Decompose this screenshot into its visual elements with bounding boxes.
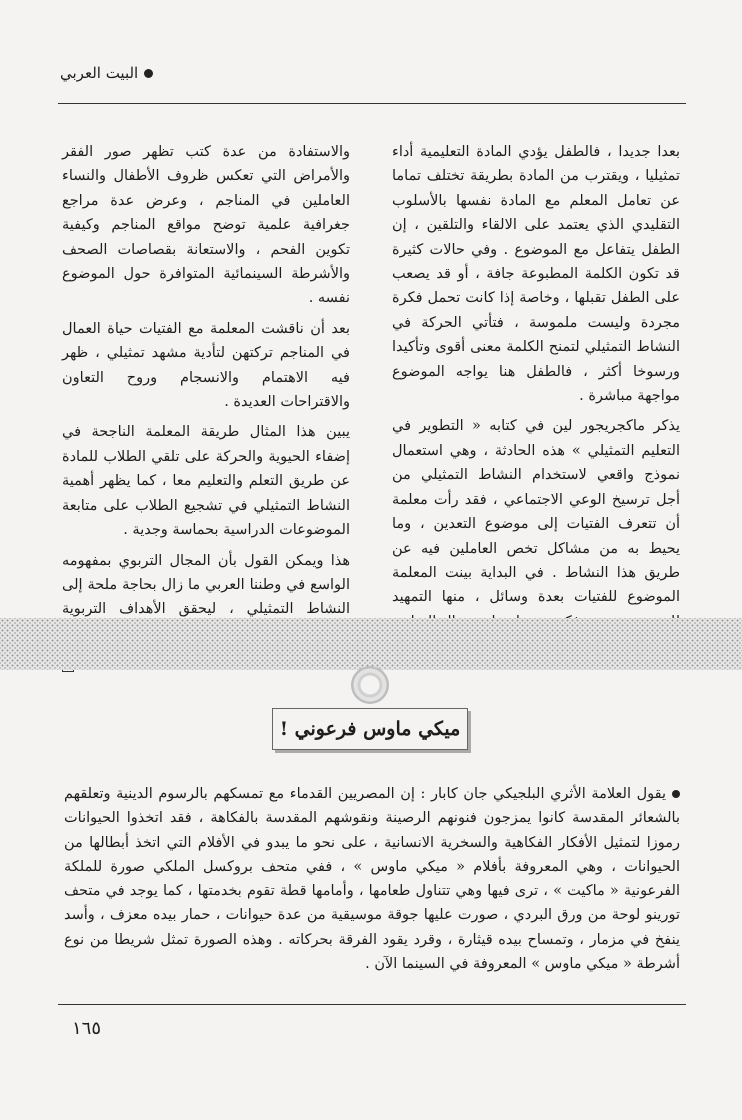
ornament-icon (351, 666, 389, 704)
footer-rule (58, 1004, 686, 1005)
paragraph: بعد أن ناقشت المعلمة مع الفتيات حياة العمال في المناجم تركتهن لتأدية مشهد تمثيلي ، ظهر فيه الاهتمام والانسجام وروح التعاون والاقتراحات العديدة . (62, 320, 350, 411)
paragraph: يبين هذا المثال طريقة المعلمة الناجحة في إضفاء الحيوية والحركة على تلقي الطلاب للمادة عن طريق التعلم والتعليم معا ، كما يظهر أهمية النشاط التمثيلي في تشجيع الطلاب على متابعة الموضوعات الدراسية بحماسة وجدية . (62, 424, 350, 539)
page-number: ١٦٥ (72, 1018, 102, 1039)
running-head (60, 64, 153, 82)
paragraph: يذكر ماكجريجور لين في كتابه « التطوير في التعليم التمثيلي » هذه الحادثة ، وهي استعمال نموذج واقعي لاستخدام النشاط التمثيلي من أجل ترسيخ الوعي الاجتماعي ، فقد رأت معلمة أن تتعرف الفتيات إلى موضوع التعدين ، وما يحيط به من مشاكل تخص العاملين فيه عن طريق هذا النشاط . في البداية بينت المعلمة الموضوع للفتيات بعدة وسائل ، منها التمهيد (392, 418, 680, 606)
column-left (62, 140, 350, 618)
sidebar-text: يقول العلامة الأثري البلجيكي جان كابار : إن المصريين القدماء مع تمسكهم بالرسوم الدينية وتعلقهم بالشعائر المقدسة كانوا يمزجون فنونهم الرصينة ونقوشهم المقدسة بالفكاهة ، فقد اتخذوا الحيوانات رموزا لتمثيل الأفكار الفكاهية والسخرية الانسانية ، على نحو ما يبدو في الأفلام التي اتخذ أبطالها من الحيوانات ، وهي المعروفة بأفلام « ميكي ماوس » ، ففي متحف بروكسل الملكي صورة للملكة الفرعونية « ماكيت » ، ترى فيها وهي تتناول طعامها ، وأمامها قطة تقوم بخدمتها ، كما يوجد في متحف تورينو لوحة من ورق البردي ، صورت عليها جوقة موسيقية من عدة حيوانات ، حمار بيده معزف ، وأسد ينفخ في مزمار ، وتمساح بيده قيثارة ، وقرد يقود الفرقة بحركاته . وهذه الصورة تمثل شريطا من نوع أشرطة « ميكي ماوس » المعروفة في السينما الآن . (64, 786, 680, 973)
paragraph: والاستفادة من عدة كتب تظهر صور الفقر والأمراض التي تعكس ظروف الأطفال والنساء العاملين في المناجم ، وعرض عدة مراجع جغرافية علمية توضح مواقع المناجم وكيفية تكوين الفحم ، والاستعانة بقصاصات الصحف والأشرطة السينمائية المتوافرة حول الموضوع نفسه . (62, 144, 350, 307)
bullet-icon (672, 790, 680, 798)
paragraph: بعدا جديدا ، فالطفل يؤدي المادة التعليمية أداء تمثيليا ، ويقترب من المادة بطريقة تختلف تماما عن تعامل المعلم مع المادة نفسها بالأسلوب التقليدي الذي يعتمد على الالقاء والتلقين ، إن الطفل يتفاعل مع الموضوع . وفي حالات كثيرة قد تكون الكلمة المطبوعة جافة ، أو قد يصعب على الطفل تقبلها ، وخاصة إذا كانت تحمل فكرة مجردة وليست ملموسة ، فتأتي الحركة في النشاط التمثيلي لتمنح الكلمة معنى أقوى وتأكيدا ورسوخا أكثر ، فالطفل هنا يواجه الموضوع مواجهة مباشرة . (392, 144, 680, 405)
halftone-band (0, 618, 742, 670)
article-columns (62, 140, 680, 618)
sidebar-title: ميكي ماوس فرعوني ! (272, 708, 468, 750)
running-head-text: البيت العربي (60, 64, 139, 82)
sidebar-article (64, 782, 680, 976)
bullet-icon (144, 69, 153, 78)
column-right (392, 140, 680, 615)
header-rule (58, 103, 686, 104)
paragraph: هذا ويمكن القول بأن المجال التربوي بمفهومه الواسع في وطننا العربي ما زال بحاجة ملحة إلى النشاط التمثيلي ، ليحقق الأهداف التربوية (62, 552, 350, 618)
